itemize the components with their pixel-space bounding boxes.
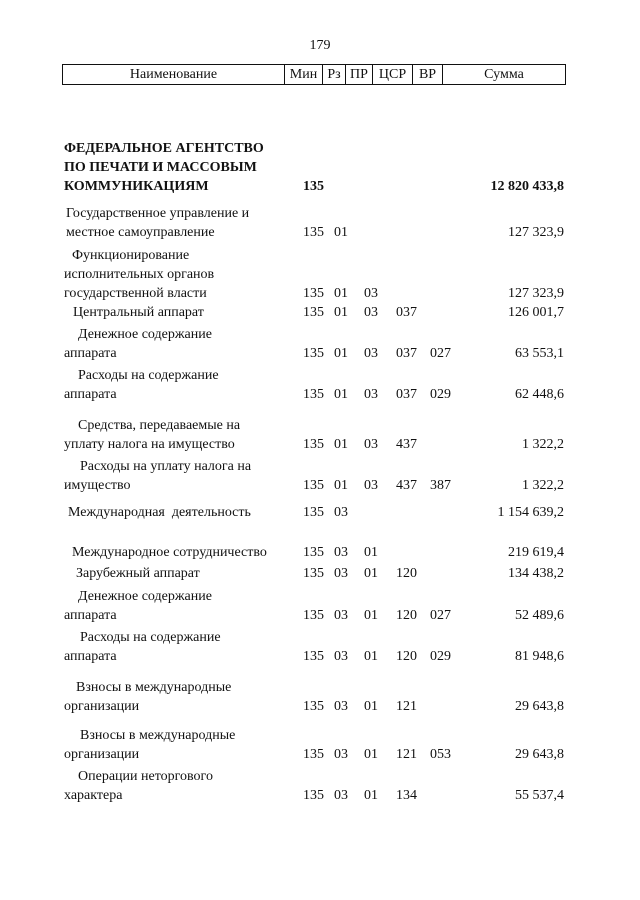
cell-min: 135: [303, 699, 324, 714]
cell-rz: 03: [334, 649, 348, 664]
header-name: Наименование: [63, 65, 285, 84]
table-row: [0, 767, 640, 805]
row-name: [64, 767, 213, 805]
cell-min: 135: [303, 545, 324, 560]
cell-rz: 01: [334, 305, 348, 320]
table-header: [62, 64, 566, 85]
cell-min: 135: [303, 788, 324, 803]
cell-min: 135: [303, 225, 324, 240]
cell-rz: 01: [334, 387, 348, 402]
header-pr: ПР: [346, 65, 373, 84]
cell-pr: 01: [364, 788, 378, 803]
row-name-line: аппарата: [64, 608, 117, 623]
row-name-line: аппарата: [64, 346, 117, 361]
cell-csr: 037: [396, 387, 417, 402]
row-name-line: Зарубежный аппарат: [76, 566, 200, 581]
cell-min: 135: [303, 747, 324, 762]
cell-pr: 03: [364, 437, 378, 452]
cell-pr: 01: [364, 649, 378, 664]
row-name-line: Расходы на содержание: [80, 630, 221, 645]
table-row: [0, 503, 640, 522]
row-name: [64, 587, 212, 625]
row-name-line: аппарата: [64, 649, 117, 664]
cell-csr: 037: [396, 346, 417, 361]
header-vr: ВР: [413, 65, 443, 84]
cell-rz: 03: [334, 505, 348, 520]
cell-min: 135: [303, 346, 324, 361]
table-row: [0, 325, 640, 363]
table-row: [0, 204, 640, 242]
cell-pr: 03: [364, 286, 378, 301]
row-name-line: Средства, передаваемые на: [78, 418, 241, 433]
row-name-line: характера: [64, 788, 123, 803]
row-name-line: Функционирование: [72, 248, 190, 263]
row-name-line: уплату налога на имущество: [64, 437, 235, 452]
cell-sum: 55 537,4: [515, 788, 564, 803]
cell-csr: 437: [396, 478, 417, 493]
cell-sum: 63 553,1: [515, 346, 564, 361]
cell-rz: 01: [334, 478, 348, 493]
cell-min: 135: [303, 566, 324, 581]
row-name-line: Расходы на содержание: [78, 368, 219, 383]
cell-sum: 81 948,6: [515, 649, 564, 664]
cell-csr: 120: [396, 608, 417, 623]
cell-csr: 134: [396, 788, 417, 803]
cell-rz: 01: [334, 437, 348, 452]
cell-sum: 1 154 639,2: [497, 505, 564, 520]
cell-csr: 121: [396, 747, 417, 762]
table-row: [0, 303, 640, 322]
table-row: [0, 628, 640, 666]
cell-sum: 29 643,8: [515, 699, 564, 714]
cell-rz: 03: [334, 608, 348, 623]
row-name-line: аппарата: [64, 387, 117, 402]
cell-rz: 01: [334, 286, 348, 301]
row-name: [64, 678, 231, 716]
cell-rz: 01: [334, 346, 348, 361]
table-row: [0, 543, 640, 562]
row-name-line: КОММУНИКАЦИЯМ: [64, 179, 209, 194]
row-name: [68, 503, 251, 522]
cell-rz: 03: [334, 566, 348, 581]
cell-sum: 12 820 433,8: [490, 179, 564, 194]
cell-min: 135: [303, 608, 324, 623]
cell-min: 135: [303, 305, 324, 320]
cell-sum: 1 322,2: [522, 478, 564, 493]
cell-sum: 134 438,2: [508, 566, 564, 581]
cell-rz: 03: [334, 699, 348, 714]
row-name-line: организации: [64, 747, 140, 762]
cell-min: 135: [303, 505, 324, 520]
row-name-line: ПО ПЕЧАТИ И МАССОВЫМ: [64, 160, 257, 175]
cell-pr: 01: [364, 608, 378, 623]
row-name: [64, 726, 235, 764]
row-name-line: Денежное содержание: [78, 327, 212, 342]
cell-sum: 127 323,9: [508, 286, 564, 301]
row-name-line: государственной власти: [64, 286, 207, 301]
page-number: 179: [309, 38, 331, 53]
table-row: [0, 564, 640, 583]
table-row: [0, 587, 640, 625]
cell-sum: 1 322,2: [522, 437, 564, 452]
row-name-line: Центральный аппарат: [73, 305, 204, 320]
cell-rz: 03: [334, 545, 348, 560]
cell-csr: 037: [396, 305, 417, 320]
row-name: [64, 325, 212, 363]
row-name-line: Взносы в международные: [80, 728, 236, 743]
row-name-line: Международная деятельность: [68, 505, 251, 520]
table-row: [0, 366, 640, 404]
cell-sum: 126 001,7: [508, 305, 564, 320]
cell-vr: 027: [430, 608, 451, 623]
row-name-line: местное самоуправление: [66, 225, 215, 240]
cell-vr: 387: [430, 478, 451, 493]
cell-vr: 029: [430, 649, 451, 664]
row-name: [73, 303, 204, 322]
row-name-line: Взносы в международные: [76, 680, 232, 695]
cell-sum: 127 323,9: [508, 225, 564, 240]
row-name-line: Денежное содержание: [78, 589, 212, 604]
cell-csr: 437: [396, 437, 417, 452]
table-row: [0, 416, 640, 454]
header-sum: Сумма: [484, 66, 524, 82]
cell-min: 135: [303, 179, 324, 194]
cell-pr: 01: [364, 699, 378, 714]
cell-pr: 03: [364, 478, 378, 493]
cell-min: 135: [303, 478, 324, 493]
cell-sum: 62 448,6: [515, 387, 564, 402]
cell-min: 135: [303, 286, 324, 301]
row-name: [72, 543, 267, 562]
cell-csr: 120: [396, 566, 417, 581]
row-name-line: ФЕДЕРАЛЬНОЕ АГЕНТСТВО: [64, 141, 264, 156]
cell-sum: 219 619,4: [508, 545, 564, 560]
header-csr: ЦСР: [373, 65, 413, 84]
table-row: [0, 139, 640, 196]
cell-sum: 29 643,8: [515, 747, 564, 762]
cell-vr: 029: [430, 387, 451, 402]
row-name: [64, 139, 264, 196]
row-name: [66, 204, 249, 242]
cell-pr: 03: [364, 387, 378, 402]
table-row: [0, 678, 640, 716]
header-rz: Рз: [323, 65, 346, 84]
row-name: [64, 246, 214, 303]
cell-vr: 027: [430, 346, 451, 361]
row-name-line: Операции неторгового: [78, 769, 213, 784]
table-row: [0, 726, 640, 764]
cell-min: 135: [303, 649, 324, 664]
row-name-line: Государственное управление и: [66, 206, 250, 221]
row-name: [64, 457, 251, 495]
row-name: [64, 628, 221, 666]
row-name-line: Международное сотрудничество: [72, 545, 267, 560]
cell-pr: 01: [364, 747, 378, 762]
cell-sum: 52 489,6: [515, 608, 564, 623]
cell-pr: 01: [364, 566, 378, 581]
cell-rz: 01: [334, 225, 348, 240]
row-name-line: организации: [64, 699, 140, 714]
cell-vr: 053: [430, 747, 451, 762]
header-min: Мин: [285, 65, 323, 84]
cell-rz: 03: [334, 788, 348, 803]
table-row: [0, 457, 640, 495]
row-name-line: имущество: [64, 478, 131, 493]
cell-min: 135: [303, 387, 324, 402]
row-name: [76, 564, 200, 583]
cell-min: 135: [303, 437, 324, 452]
table-row: [0, 246, 640, 303]
cell-pr: 01: [364, 545, 378, 560]
cell-csr: 120: [396, 649, 417, 664]
row-name-line: Расходы на уплату налога на: [80, 459, 252, 474]
cell-pr: 03: [364, 305, 378, 320]
row-name: [64, 416, 240, 454]
row-name: [64, 366, 219, 404]
cell-rz: 03: [334, 747, 348, 762]
cell-csr: 121: [396, 699, 417, 714]
row-name-line: исполнительных органов: [64, 267, 215, 282]
cell-pr: 03: [364, 346, 378, 361]
